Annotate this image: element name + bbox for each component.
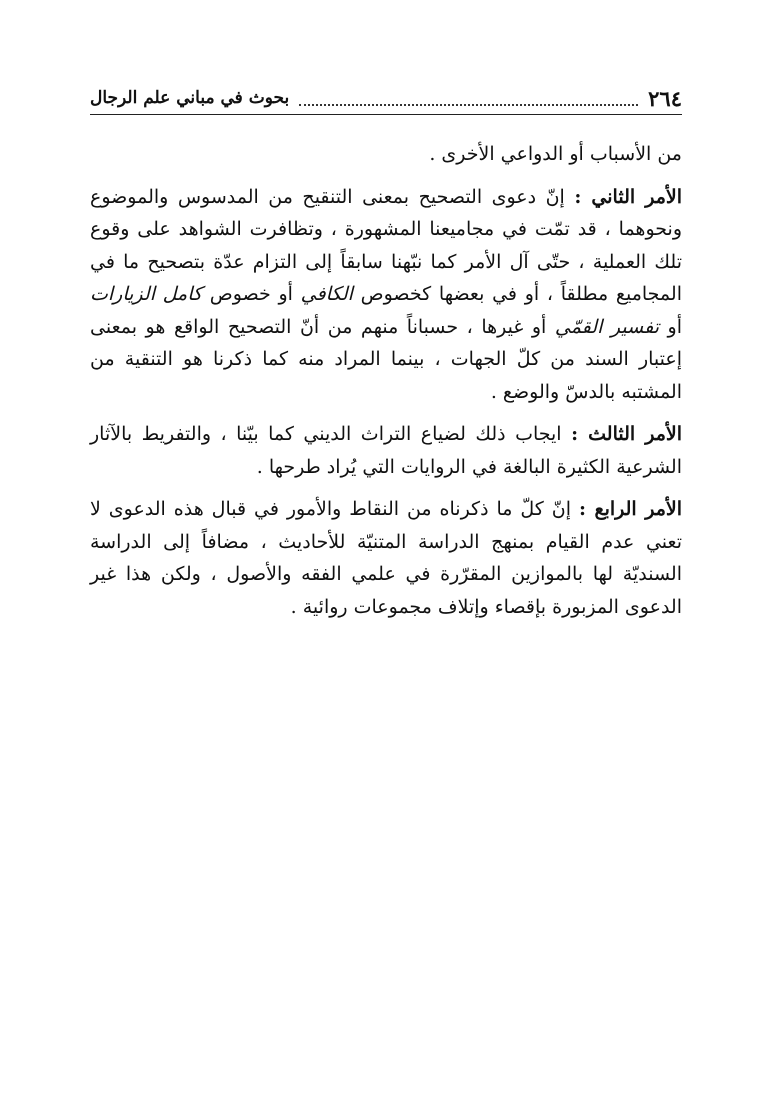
- page-body: [90, 138, 682, 623]
- paragraph-label: الأمر الثالث :: [571, 423, 682, 445]
- paragraph-text: من الأسباب أو الدواعي الأخرى .: [429, 143, 682, 165]
- book-title-kamil-al-ziyarat: كامل الزيارات: [90, 283, 203, 305]
- paragraph-continuation: [90, 138, 682, 171]
- paragraph-text: أو غيرها ، حسباناً منهم من أنّ التصحيح الواقع هو بمعنى إعتبار السند من كلّ الجهات ، بينما المراد منه كما ذكرنا هو التنقية من المشتبه بالدسّ والوضع .: [90, 315, 682, 403]
- paragraph-text: إنّ دعوى التصحيح بمعنى التنقيح من المدسوس والموضوع ونحوهما ، قد تمّت في مجاميعنا المشهورة ، وتظافرت الشواهد على وقوع تلك العملية ، حتّى آل الأمر كما نبّهنا سابقاً إلى التزام عدّة بتصحيح ما في المجاميع مطلقاً ، أو في بعضها كخصوص: [90, 185, 682, 305]
- book-title-kafi: الكافي: [300, 283, 353, 305]
- paragraph-fourth-matter: [90, 493, 682, 623]
- paragraph-third-matter: [90, 418, 682, 483]
- paragraph-text: أو خصوص: [202, 283, 301, 305]
- paragraph-label: الأمر الثاني :: [574, 185, 682, 208]
- running-header: [90, 82, 682, 115]
- book-title-tafsir-al-qummi: تفسير القمّي: [554, 315, 659, 338]
- paragraph-text: أو: [658, 315, 682, 338]
- paragraph-text: إنّ كلّ ما ذكرناه من النقاط والأمور في قبال هذه الدعوى لا تعني عدم القيام بمنهج الدراسة المتنيّة للأحاديث ، مضافاً إلى الدراسة السنديّة لها بالموازين المقرّرة في علمي الفقه والأصول ، ولكن هذا غير الدعوى المزبورة بإقصاء وإتلاف مجموعات روائية .: [90, 498, 682, 618]
- page-number: ٢٦٤: [648, 85, 682, 111]
- paragraph-text: ايجاب ذلك لضياع التراث الديني كما بيّنا ، والتفريط بالآثار الشرعية الكثيرة البالغة في الروايات التي يُراد طرحها .: [90, 423, 682, 478]
- paragraph-second-matter: [90, 181, 682, 409]
- running-title: بحوث في مباني علم الرجال: [90, 88, 290, 108]
- paragraph-label: الأمر الرابع :: [578, 498, 682, 520]
- header-dot-leader: [299, 103, 638, 106]
